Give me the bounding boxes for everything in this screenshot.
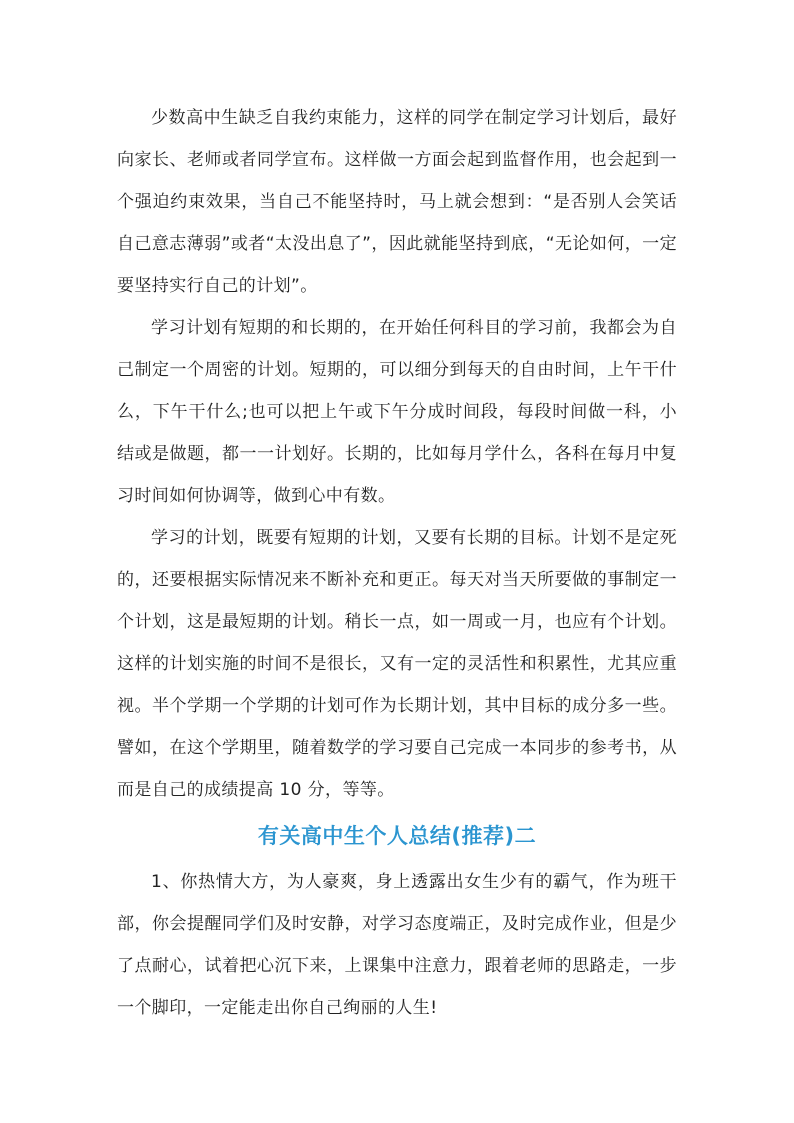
paragraph-teacher-comment-1: 1、你热情大方，为人豪爽，身上透露出女生少有的霸气，作为班干部，你会提醒同学们及时安静，对学习态度端正，及时完成作业，但是少了点耐心，试着把心沉下来，上课集中注意力，跟着老师的思路走，一步一个脚印，一定能走出你自己绚丽的人生!	[117, 872, 677, 1018]
paragraph-self-discipline: 少数高中生缺乏自我约束能力，这样的同学在制定学习计划后，最好向家长、老师或者同学宣布。这样做一方面会起到监督作用，也会起到一个强迫约束效果，当自己不能坚持时，马上就会想到：“是否别人会笑话自己意志薄弱”或者“太没出息了”，因此就能坚持到底，“无论如何，一定要坚持实行自己的计划”。	[117, 108, 677, 296]
section-heading: 有关高中生个人总结(推荐)二	[257, 824, 537, 848]
paragraph-plan-and-goals: 学习的计划，既要有短期的计划，又要有长期的目标。计划不是定死的，还要根据实际情况来不断补充和更正。每天对当天所要做的事制定一个计划，这是最短期的计划。稍长一点，如一周或一月，也应有个计划。这样的计划实施的时间不是很长，又有一定的灵活性和积累性，尤其应重视。半个学期一个学期的计划可作为长期计划，其中目标的成分多一些。譬如，在这个学期里，随着数学的学习要自己完成一本同步的参考书，从而是自己的成绩提高 10 分，等等。	[117, 528, 677, 800]
document-body	[117, 97, 677, 1029]
paragraph-short-long-term-plans: 学习计划有短期的和长期的，在开始任何科目的学习前，我都会为自己制定一个周密的计划。短期的，可以细分到每天的自由时间，上午干什么，下午干什么;也可以把上午或下午分成时间段，每段时间做一科，小结或是做题，都一一计划好。长期的，比如每月学什么，各科在每月中复习时间如何协调等，做到心中有数。	[117, 318, 677, 506]
